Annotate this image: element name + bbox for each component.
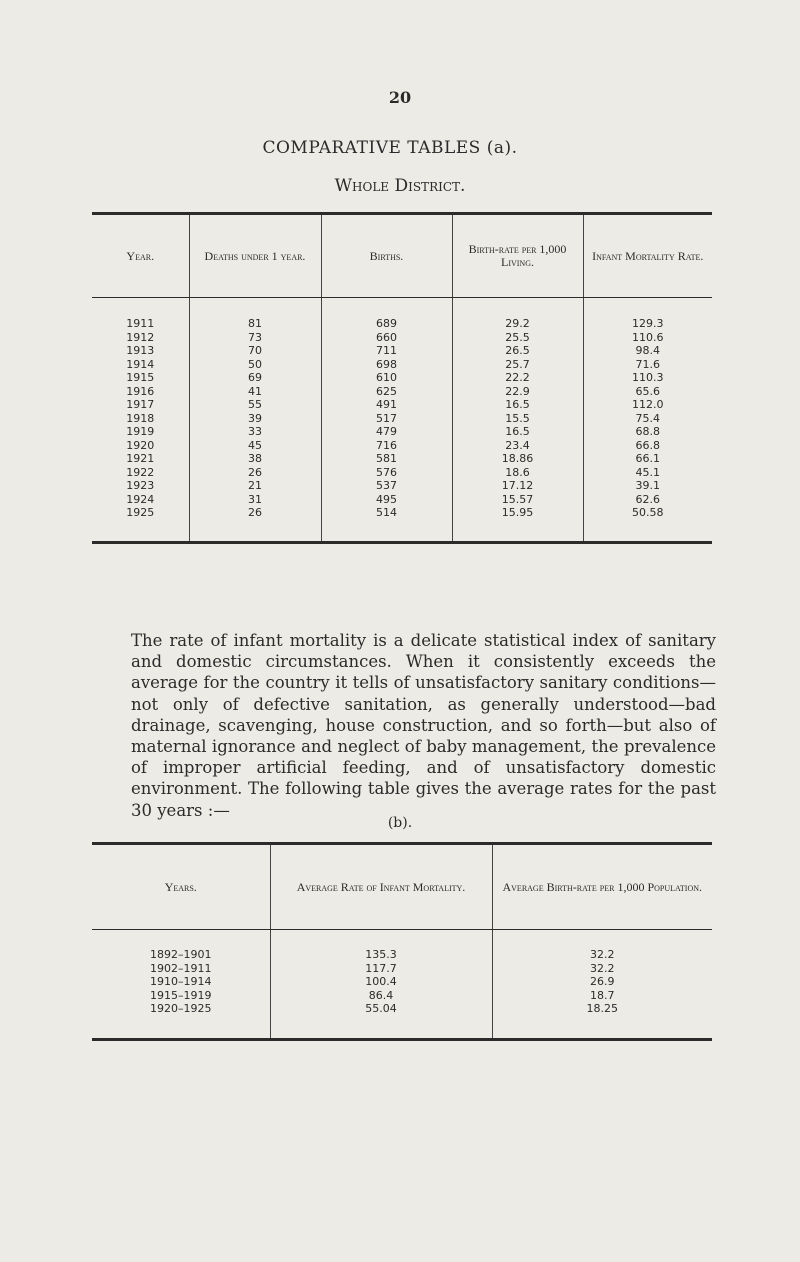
table-cell: 26.9 — [492, 975, 712, 989]
table-cell: 1917 — [126, 398, 155, 411]
table-header-row — [92, 214, 712, 298]
table-cell: 25.7 — [452, 358, 583, 372]
column-header: Average Rate of Infant Mortality. — [270, 844, 492, 930]
table-row — [92, 962, 712, 976]
table-cell: 68.8 — [583, 425, 712, 439]
table-cell: 66.8 — [583, 439, 712, 453]
table-cell: 25.5 — [452, 331, 583, 345]
table-row — [92, 989, 712, 1003]
table-cell: 81 — [189, 298, 321, 331]
table-cell: 86.4 — [270, 989, 492, 1003]
table-row — [92, 344, 712, 358]
table-cell: 1922 — [126, 465, 155, 479]
table-cell: 1920 — [126, 438, 155, 452]
table-cell: 479 — [321, 425, 452, 439]
table-row — [92, 398, 712, 412]
table-row — [92, 1002, 712, 1039]
table-cell: 73 — [189, 331, 321, 345]
table-cell: 26 — [189, 466, 321, 480]
table-cell: 38 — [189, 452, 321, 466]
table-cell: 491 — [321, 398, 452, 412]
table-cell: 21 — [189, 479, 321, 493]
table-cell: 135.3 — [270, 930, 492, 962]
table-cell: 117.7 — [270, 962, 492, 976]
table-cell: 1918 — [126, 411, 155, 425]
table-cell: 1915–1919 — [150, 988, 212, 1002]
column-header: Years. — [92, 844, 270, 930]
page-number: 20 — [388, 88, 412, 107]
table-cell: 45 — [189, 439, 321, 453]
table-cell: 15.95 — [452, 506, 583, 542]
table-cell: 660 — [321, 331, 452, 345]
table-cell: 110.6 — [583, 331, 712, 345]
table-cell: 129.3 — [583, 298, 712, 331]
table-cell: 55 — [189, 398, 321, 412]
table-cell: 39.1 — [583, 479, 712, 493]
table-cell: 45.1 — [583, 466, 712, 480]
table-header-row — [92, 844, 712, 930]
comparative-table-a — [92, 212, 712, 544]
table-cell: 32.2 — [492, 930, 712, 962]
table-cell: 1912 — [126, 330, 155, 344]
table-row — [92, 358, 712, 372]
table-cell: 110.3 — [583, 371, 712, 385]
table-cell: 50.58 — [583, 506, 712, 542]
table-cell: 62.6 — [583, 493, 712, 507]
table-cell: 1919 — [126, 425, 155, 438]
table-row — [92, 439, 712, 453]
table-cell: 18.7 — [492, 989, 712, 1003]
table-cell: 1914 — [126, 357, 155, 371]
table-cell: 55.04 — [270, 1002, 492, 1039]
page-title: COMPARATIVE TABLES (a). — [262, 138, 518, 158]
table-row — [92, 479, 712, 493]
table-cell: 711 — [321, 344, 452, 358]
table-cell: 29.2 — [452, 298, 583, 331]
table-a-subtitle: Whole District. — [334, 176, 466, 196]
table-cell: 1924 — [126, 492, 155, 506]
table-row — [92, 506, 712, 542]
column-header: Infant Mortality Rate. — [583, 214, 712, 298]
table-cell: 1911 — [126, 317, 155, 330]
table-cell: 1916 — [126, 384, 155, 398]
table-cell: 1925 — [126, 506, 155, 519]
table-cell: 66.1 — [583, 452, 712, 466]
table-cell: 100.4 — [270, 975, 492, 989]
table-cell: 18.25 — [492, 1002, 712, 1039]
table-cell: 1923 — [126, 479, 155, 492]
column-header: Year. — [92, 214, 189, 298]
table-row — [92, 975, 712, 989]
table-cell: 610 — [321, 371, 452, 385]
table-cell: 33 — [189, 425, 321, 439]
table-row — [92, 493, 712, 507]
table-cell: 16.5 — [452, 398, 583, 412]
table-row — [92, 385, 712, 399]
table-cell: 18.86 — [452, 452, 583, 466]
table-cell: 537 — [321, 479, 452, 493]
table-cell: 698 — [321, 358, 452, 372]
table-cell: 31 — [189, 493, 321, 507]
table-row — [92, 412, 712, 426]
column-header: Birth-rate per 1,000 Living. — [452, 214, 583, 298]
table-cell: 17.12 — [452, 479, 583, 493]
table-cell: 26 — [189, 506, 321, 542]
table-cell: 514 — [321, 506, 452, 542]
table-row — [92, 331, 712, 345]
table-cell: 50 — [189, 358, 321, 372]
table-cell: 716 — [321, 439, 452, 453]
body-paragraph: The rate of infant mortality is a delicate statistical index of sanitary and domestic circumstances. When it consistently exceeds the average for the country it tells of unsatisfactory sanitary conditions—not only of defective sanitation, as generally understood—bad drainage, scavenging, house construction, and so forth—but also of maternal ignorance and neglect of baby management, the prevalence of improper artificial feeding, and of unsatisfactory domestic environment. The following table gives the average rates for the past 30 years :— — [131, 631, 716, 820]
table-cell: 98.4 — [583, 344, 712, 358]
table-cell: 1915 — [126, 371, 155, 384]
table-cell: 22.9 — [452, 385, 583, 399]
table-cell: 1921 — [126, 452, 155, 465]
table-cell: 112.0 — [583, 398, 712, 412]
table-cell: 1902–1911 — [150, 961, 212, 975]
table-cell: 22.2 — [452, 371, 583, 385]
table-cell: 23.4 — [452, 439, 583, 453]
table-cell: 1910–1914 — [150, 975, 212, 988]
table-row — [92, 466, 712, 480]
table-cell: 75.4 — [583, 412, 712, 426]
table-b-label: (b). — [387, 815, 413, 831]
table-cell: 15.5 — [452, 412, 583, 426]
table-cell: 689 — [321, 298, 452, 331]
column-header: Average Birth-rate per 1,000 Population. — [492, 844, 712, 930]
table-cell: 65.6 — [583, 385, 712, 399]
table-cell: 71.6 — [583, 358, 712, 372]
table-cell: 1892–1901 — [150, 948, 212, 961]
column-header: Births. — [321, 214, 452, 298]
table-cell: 1920–1925 — [150, 1002, 212, 1015]
table-cell: 18.6 — [452, 466, 583, 480]
table-cell: 1913 — [126, 344, 155, 357]
table-row — [92, 298, 712, 331]
table-cell: 16.5 — [452, 425, 583, 439]
table-cell: 69 — [189, 371, 321, 385]
table-row — [92, 452, 712, 466]
table-row — [92, 930, 712, 962]
table-cell: 581 — [321, 452, 452, 466]
table-cell: 15.57 — [452, 493, 583, 507]
table-cell: 517 — [321, 412, 452, 426]
table-cell: 495 — [321, 493, 452, 507]
table-cell: 41 — [189, 385, 321, 399]
comparative-table-b — [92, 842, 712, 1041]
table-row — [92, 425, 712, 439]
table-cell: 576 — [321, 466, 452, 480]
table-row — [92, 371, 712, 385]
table-cell: 32.2 — [492, 962, 712, 976]
table-cell: 70 — [189, 344, 321, 358]
table-cell: 26.5 — [452, 344, 583, 358]
column-header: Deaths under 1 year. — [189, 214, 321, 298]
table-cell: 625 — [321, 385, 452, 399]
table-cell: 39 — [189, 412, 321, 426]
